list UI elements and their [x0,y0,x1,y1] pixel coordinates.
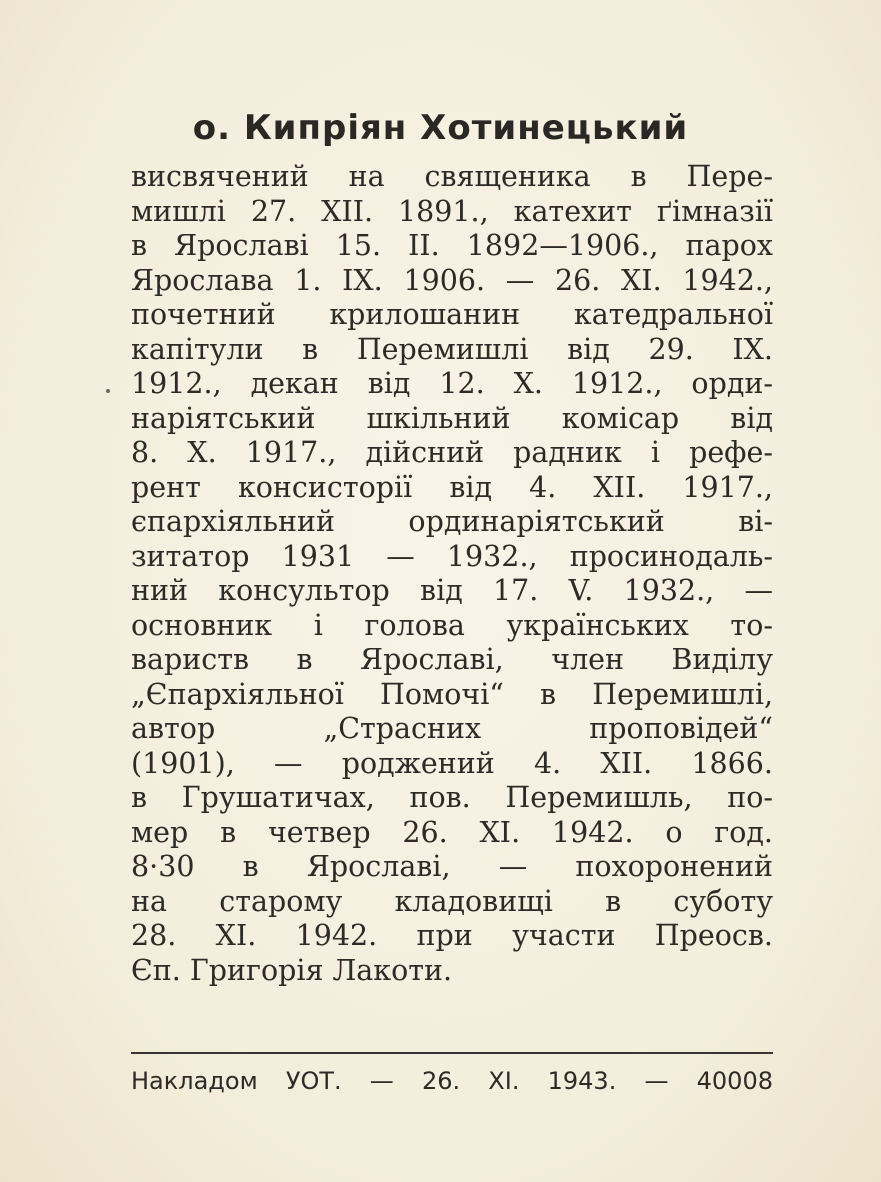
biography-line: на старому кладовищі в суботу [131,884,773,918]
biography-line: вариств в Ярославі, член Виділу [131,643,773,676]
biography-line: автор „Страсних проповідей“ [131,712,773,745]
biography-line: Ярослава 1. IX. 1906. — 26. XI. 1942., [131,263,773,297]
biography-line: почетний крилошанин катедральної [131,298,773,331]
biography-text [131,160,773,988]
biography-line: мишлі 27. XII. 1891., катехит ґімназії [131,194,773,228]
publisher-footer: Накладом УОТ. — 26. XI. 1943. — 40008 [131,1067,773,1095]
biography-line: 8. X. 1917., дійсний радник і рефе- [131,436,773,469]
biography-line: капітули в Перемишлі від 29. IX. [131,332,773,366]
biography-line: наріятський шкільний комісар від [131,401,773,435]
biography-line: ний консультор від 17. V. 1932., — [131,574,773,607]
biography-line: Єп. Григорія Лакоти. [131,953,453,987]
biography-line: (1901), — роджений 4. XII. 1866. [131,746,773,780]
biography-line: єпархіяльний ординаріятський ві- [131,505,773,538]
biography-line: 1912., декан від 12. X. 1912., орди- [131,367,773,400]
biography-line: зитатор 1931 — 1932., просинодаль- [131,539,773,573]
biography-line: в Ярославі 15. II. 1892—1906., парох [131,229,773,262]
biography-line: висвячений на священика в Пере- [131,160,773,193]
biography-line: 8·30 в Ярославі, — похоронений [131,850,773,883]
biography-line: „Єпархіяльної Помочі“ в Перемишлі, [131,677,773,711]
biography-line: 28. XI. 1942. при участи Преосв. [131,919,773,952]
biography-line: мер в четвер 26. XI. 1942. о год. [131,815,773,849]
biography-line: рент консисторії від 4. XII. 1917., [131,470,773,504]
biography-line: основник і голова українських то- [131,608,773,642]
biography-line: в Грушатичах, пов. Перемишль, по- [131,781,773,814]
footer-divider [131,1052,773,1054]
paper-speck [106,389,110,393]
card-title: о. Кипріян Хотинецький [192,108,689,148]
